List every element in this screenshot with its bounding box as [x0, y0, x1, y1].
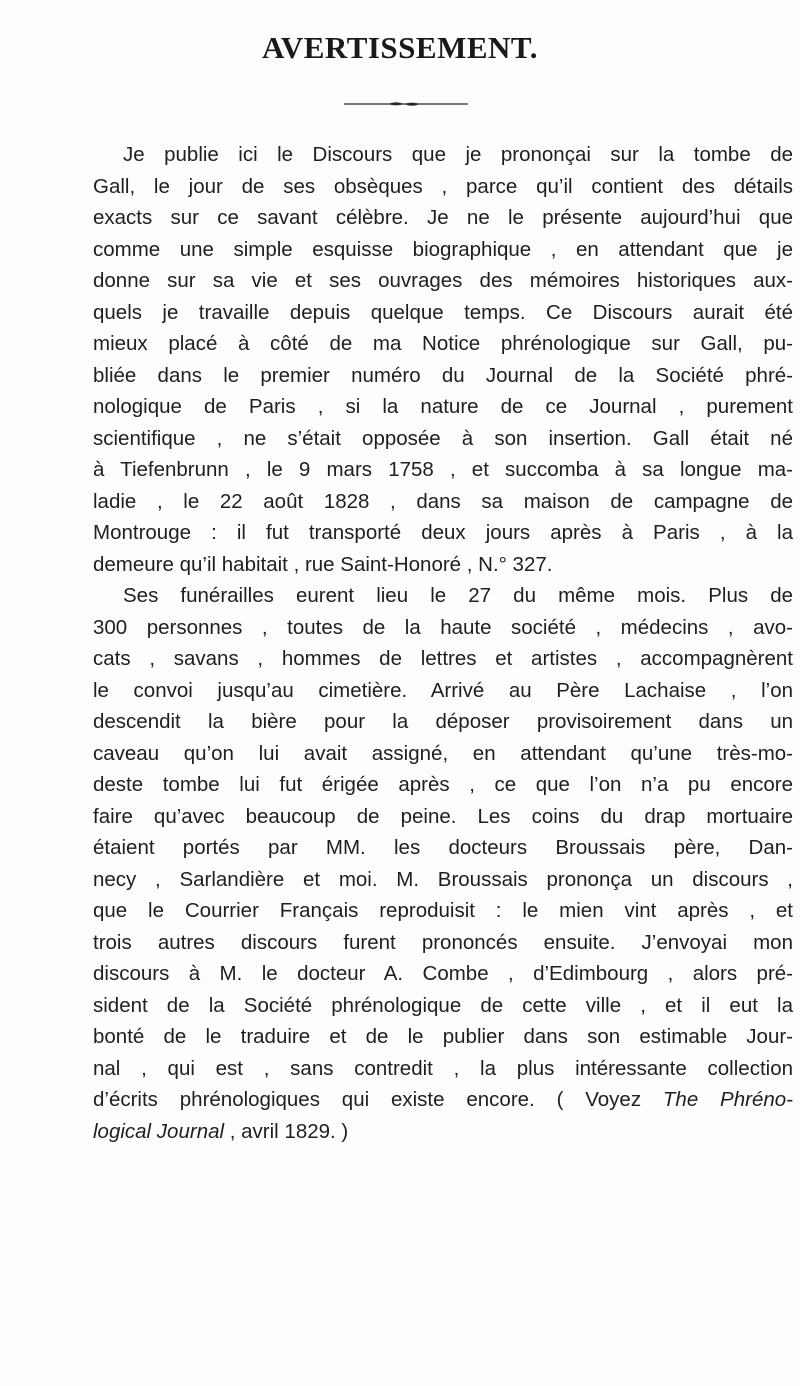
text-line: trois autres discours furent prononcés ensuite. J’envoyai mon: [93, 930, 793, 954]
text-line: 300 personnes , toutes de la haute société , médecins , avo-: [93, 615, 793, 639]
text-line: necy , Sarlandière et moi. M. Broussais prononça un discours ,: [93, 867, 793, 891]
text-line: étaient portés par MM. les docteurs Broussais père, Dan-: [93, 836, 793, 859]
text-line: Je publie ici le Discours que je prononçai sur la tombe de: [123, 143, 793, 166]
citation-date: , avril 1829. ): [224, 1119, 349, 1143]
text-line: donne sur sa vie et ses ouvrages des mémoires historiques aux-: [93, 269, 793, 292]
text-line: mieux placé à côté de ma Notice phrénologique sur Gall, pu-: [93, 332, 793, 355]
text-line: ladie , le 22 août 1828 , dans sa maison de campagne de: [93, 489, 793, 513]
text-line: faire qu’avec beaucoup de peine. Les coins du drap mortuaire: [93, 804, 793, 828]
text-line: bonté de le traduire et de le publier dans son estimable Jour-: [93, 1025, 793, 1048]
text-line: nal , qui est , sans contredit , la plus intéressante collection: [93, 1056, 793, 1080]
text-line: exacts sur ce savant célèbre. Je ne le présente aujourd’hui que: [93, 206, 793, 229]
text-line: bliée dans le premier numéro du Journal de la Société phré-: [93, 363, 793, 387]
citation-line: [93, 1084, 793, 1116]
text-line: Gall, le jour de ses obsèques , parce qu’il contient des détails: [93, 174, 793, 198]
text-line: Ses funérailles eurent lieu le 27 du même mois. Plus de: [123, 584, 793, 607]
text-line: sident de la Société phrénologique de cette ville , et il eut la: [93, 993, 793, 1017]
text-line: deste tombe lui fut érigée après , ce que l’on n’a pu encore: [93, 773, 793, 796]
text-line: comme une simple esquisse biographique , en attendant que je: [93, 237, 793, 261]
text-line: nologique de Paris , si la nature de ce Journal , purement: [93, 395, 793, 418]
text-line: caveau qu’on lui avait assigné, en attendant qu’une très-mo-: [93, 741, 793, 765]
text-line: demeure qu’il habitait , rue Saint-Honoré , N.° 327.: [93, 552, 553, 576]
text-line: Montrouge : il fut transporté deux jours après à Paris , à la: [93, 521, 793, 544]
text-line: à Tiefenbrunn , le 9 mars 1758 , et succomba à sa longue ma-: [93, 458, 793, 481]
text-line: cats , savans , hommes de lettres et artistes , accompagnèrent: [93, 647, 793, 670]
body-text: [93, 139, 793, 1147]
divider-ornament: [344, 101, 468, 107]
page-title: AVERTISSEMENT.: [261, 30, 539, 65]
text-line: discours à M. le docteur A. Combe , d’Edimbourg , alors pré-: [93, 962, 793, 985]
text-line: quels je travaille depuis quelque temps. Ce Discours aurait été: [93, 300, 793, 324]
citation-line-end: [93, 1116, 793, 1148]
citation-journal-title-end: logical Journal: [93, 1119, 225, 1143]
text-line: scientifique , ne s’était opposée à son insertion. Gall était né: [93, 426, 793, 450]
citation-journal-title: The Phréno-: [662, 1088, 793, 1111]
text-line: que le Courrier Français reproduisit : le mien vint après , et: [93, 899, 793, 922]
citation-lead: d’écrits phrénologiques qui existe encore. ( Voyez: [93, 1088, 663, 1111]
text-line: descendit la bière pour la déposer provisoirement dans un: [93, 710, 793, 733]
text-line: le convoi jusqu’au cimetière. Arrivé au Père Lachaise , l’on: [93, 678, 793, 702]
